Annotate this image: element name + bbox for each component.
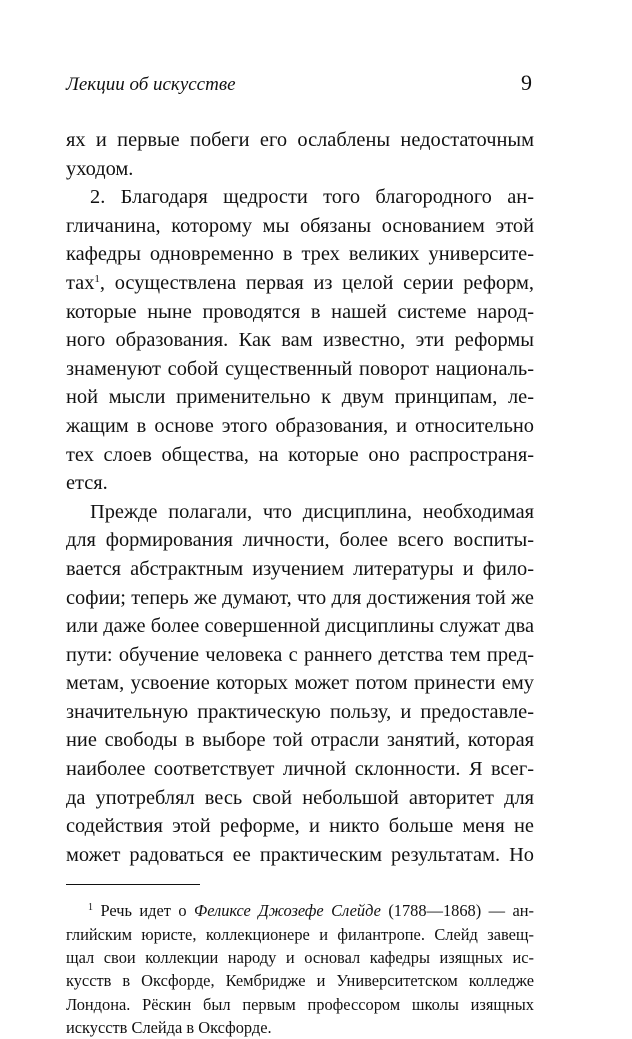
text-line: да употреблял весь свой небольшой авторитет для	[66, 786, 534, 809]
text-line: вается абстрактным изучением литературы и фило-	[66, 557, 534, 580]
running-title: Лекции об искусстве	[66, 74, 236, 95]
text-line: ние свободы в выборе той отрасли занятий, которая	[66, 729, 534, 752]
footnote-line: кусств в Оксфорде, Кембридже и Университетском колледже	[66, 971, 534, 991]
footnote-line: глийским юристе, коллекционере и филантропе. Слейд завещ-	[66, 924, 534, 944]
text-line: Прежде полагали, что дисциплина, необходимая	[90, 500, 534, 523]
text-line: уходом.	[66, 157, 134, 180]
text-line: софии; теперь же думают, что для достижения той же	[66, 586, 534, 609]
text-fragment: , осуществлена первая из целой серии реформ,	[99, 271, 534, 294]
text-line: знаменуют собой существенный поворот националь-	[66, 357, 534, 380]
text-line: может радоваться ее практическим результатам. Но	[66, 843, 534, 866]
text-line: жащим в основе этого образования, и относительно	[66, 414, 534, 437]
text-line: значительную практическую пользу, и предоставле-	[66, 700, 534, 723]
paragraph-1	[66, 126, 534, 183]
text-line: тех слоев общества, на которые оно распространя-	[66, 443, 534, 466]
text-fragment: Речь идет о	[93, 901, 195, 921]
footnote-marker: 1	[88, 902, 93, 914]
text-line: содействия этой реформе, и никто больше меня не	[66, 815, 534, 838]
footnote-divider	[66, 884, 200, 885]
text-line: ется.	[66, 472, 108, 495]
page-number: 9	[521, 70, 532, 95]
paragraph-2	[66, 183, 534, 498]
text-line: которые ныне проводятся в нашей системе народ-	[66, 300, 534, 323]
text-line: кафедры одновременно в трех великих университе-	[66, 243, 534, 266]
text-fragment: тах	[66, 271, 95, 294]
footnote-person-name: Феликсе Джозефе Слейде	[194, 901, 381, 921]
paragraph-3	[66, 498, 534, 870]
text-line: метам, усвоение которых может потом принести ему	[66, 672, 534, 695]
running-head	[66, 70, 534, 104]
footnote-line: искусств Слейда в Оксфорде.	[66, 1017, 272, 1037]
text-line: 2. Благодаря щедрости того благородного ан-	[90, 186, 534, 209]
footnote-line: щал свои коллекции народу и основал кафедры изящных ис-	[66, 948, 534, 968]
text-line: для формирования личности, более всего воспиты-	[66, 529, 534, 552]
text-line	[66, 269, 534, 298]
footnote-reference: 1	[94, 272, 100, 285]
footnote-line: Лондона. Рёскин был первым профессором школы изящных	[66, 994, 534, 1014]
footnote-line	[66, 899, 534, 922]
text-line: наиболее соответствует личной склонности. Я всег-	[66, 758, 534, 781]
book-page	[66, 70, 534, 1039]
text-line: ной мысли применительно к двум принципам, ле-	[66, 386, 534, 409]
text-line: или даже более совершенной дисциплины служат два	[66, 615, 534, 638]
footnote	[66, 899, 534, 1039]
text-line: гличанина, которому мы обязаны основанием этой	[66, 214, 534, 237]
text-line: ного образования. Как вам известно, эти реформы	[66, 329, 534, 352]
text-line: пути: обучение человека с раннего детства тем пред-	[66, 643, 534, 666]
body-text	[66, 126, 534, 869]
text-fragment: (1788—1868) — ан-	[380, 901, 535, 921]
text-line: ях и первые побеги его ослаблены недостаточным	[66, 129, 534, 151]
